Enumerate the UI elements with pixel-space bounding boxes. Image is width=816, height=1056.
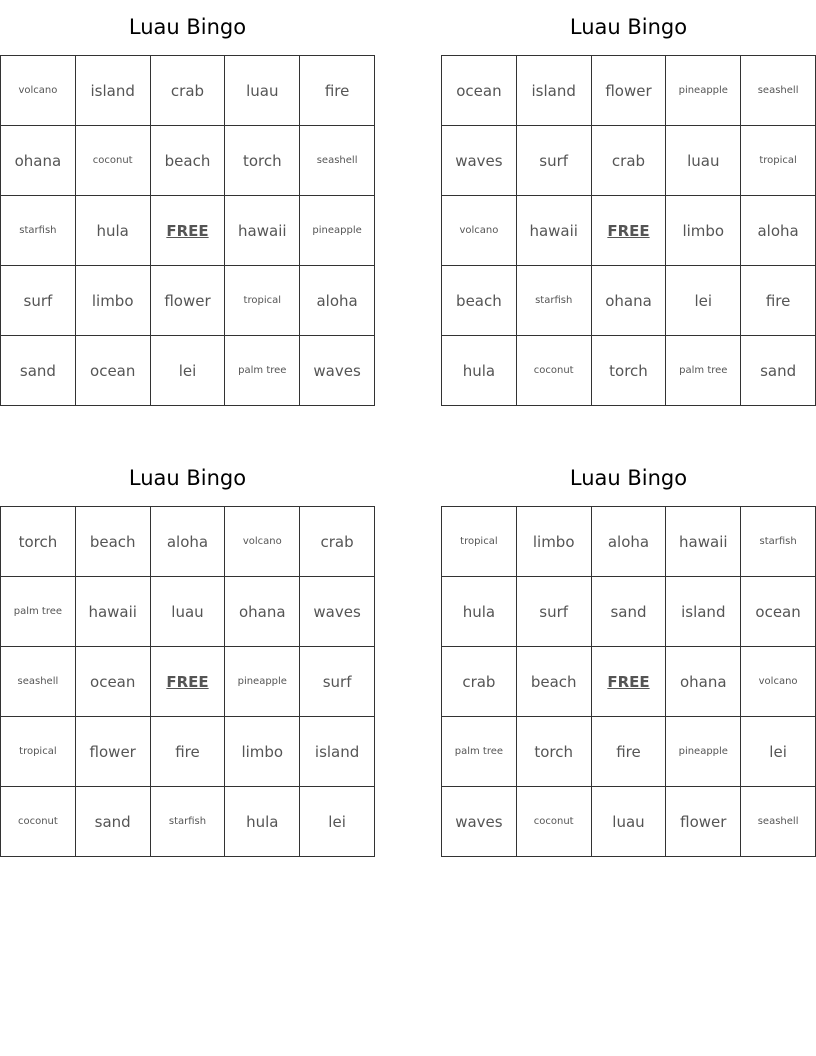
free-space-cell: FREE (592, 196, 667, 266)
bingo-cell: pineapple (666, 717, 741, 787)
bingo-cell: tropical (1, 717, 76, 787)
bingo-cell: hawaii (76, 577, 151, 647)
bingo-cell: hula (442, 336, 517, 406)
bingo-card-3 (0, 451, 375, 857)
bingo-cell: crab (151, 56, 226, 126)
card-title: Luau Bingo (128, 15, 247, 39)
bingo-cell: limbo (225, 717, 300, 787)
bingo-cell: island (666, 577, 741, 647)
free-space-cell: FREE (151, 647, 226, 717)
bingo-cell: beach (76, 507, 151, 577)
bingo-cell: starfish (517, 266, 592, 336)
bingo-card-2 (441, 0, 816, 406)
bingo-cell: starfish (741, 507, 816, 577)
bingo-cell: luau (225, 56, 300, 126)
bingo-grid (0, 55, 375, 406)
bingo-cell: hawaii (517, 196, 592, 266)
bingo-cell: starfish (1, 196, 76, 266)
bingo-cell: hula (442, 577, 517, 647)
bingo-cell: coconut (1, 787, 76, 857)
bingo-cell: fire (151, 717, 226, 787)
bingo-cell: pineapple (666, 56, 741, 126)
bingo-cell: limbo (517, 507, 592, 577)
bingo-cell: luau (151, 577, 226, 647)
bingo-cell: lei (151, 336, 226, 406)
bingo-cell: luau (592, 787, 667, 857)
bingo-cell: tropical (741, 126, 816, 196)
bingo-cell: coconut (517, 336, 592, 406)
bingo-cell: torch (225, 126, 300, 196)
card-title: Luau Bingo (569, 15, 688, 39)
bingo-cell: fire (300, 56, 375, 126)
bingo-cell: beach (517, 647, 592, 717)
bingo-cell: crab (300, 507, 375, 577)
bingo-cell: island (300, 717, 375, 787)
bingo-cell: palm tree (442, 717, 517, 787)
bingo-cell: hula (76, 196, 151, 266)
bingo-cell: beach (151, 126, 226, 196)
bingo-cell: luau (666, 126, 741, 196)
bingo-cell: tropical (442, 507, 517, 577)
bingo-grid (441, 506, 816, 857)
bingo-cell: starfish (151, 787, 226, 857)
bingo-grid (441, 55, 816, 406)
bingo-cell: ocean (76, 647, 151, 717)
bingo-cell: sand (741, 336, 816, 406)
bingo-cell: surf (1, 266, 76, 336)
bingo-cell: volcano (741, 647, 816, 717)
bingo-cell: ohana (592, 266, 667, 336)
bingo-cell: coconut (517, 787, 592, 857)
bingo-cell: flower (151, 266, 226, 336)
bingo-card-4 (441, 451, 816, 857)
bingo-cell: crab (442, 647, 517, 717)
bingo-cell: waves (300, 336, 375, 406)
bingo-cell: ocean (76, 336, 151, 406)
bingo-cell: flower (592, 56, 667, 126)
bingo-cell: fire (741, 266, 816, 336)
bingo-cell: surf (517, 126, 592, 196)
bingo-cell: sand (76, 787, 151, 857)
bingo-cell: sand (1, 336, 76, 406)
bingo-cell: aloha (592, 507, 667, 577)
bingo-card-1 (0, 0, 375, 406)
bingo-cell: palm tree (1, 577, 76, 647)
bingo-cell: ohana (666, 647, 741, 717)
bingo-cell: torch (592, 336, 667, 406)
bingo-cell: aloha (151, 507, 226, 577)
bingo-cell: flower (666, 787, 741, 857)
bingo-cell: flower (76, 717, 151, 787)
bingo-cell: waves (442, 787, 517, 857)
bingo-cell: volcano (442, 196, 517, 266)
bingo-cell: waves (300, 577, 375, 647)
bingo-cell: crab (592, 126, 667, 196)
bingo-cell: hula (225, 787, 300, 857)
bingo-cell: pineapple (300, 196, 375, 266)
bingo-cell: ocean (442, 56, 517, 126)
bingo-cell: lei (741, 717, 816, 787)
bingo-cell: sand (592, 577, 667, 647)
bingo-cell: ohana (1, 126, 76, 196)
bingo-cell: beach (442, 266, 517, 336)
bingo-cell: pineapple (225, 647, 300, 717)
bingo-cell: lei (300, 787, 375, 857)
bingo-cell: surf (517, 577, 592, 647)
bingo-cell: volcano (1, 56, 76, 126)
bingo-cell: palm tree (225, 336, 300, 406)
bingo-cell: hawaii (225, 196, 300, 266)
free-space-cell: FREE (151, 196, 226, 266)
bingo-cell: fire (592, 717, 667, 787)
bingo-cell: lei (666, 266, 741, 336)
bingo-cell: seashell (300, 126, 375, 196)
bingo-cell: ohana (225, 577, 300, 647)
card-title: Luau Bingo (128, 466, 247, 490)
bingo-cell: tropical (225, 266, 300, 336)
bingo-cell: limbo (76, 266, 151, 336)
bingo-cell: aloha (300, 266, 375, 336)
bingo-cell: surf (300, 647, 375, 717)
bingo-cell: palm tree (666, 336, 741, 406)
bingo-cell: seashell (741, 787, 816, 857)
bingo-cell: seashell (1, 647, 76, 717)
bingo-cell: island (517, 56, 592, 126)
bingo-cell: hawaii (666, 507, 741, 577)
bingo-grid (0, 506, 375, 857)
bingo-cell: seashell (741, 56, 816, 126)
card-title: Luau Bingo (569, 466, 688, 490)
bingo-cell: ocean (741, 577, 816, 647)
bingo-cell: volcano (225, 507, 300, 577)
free-space-cell: FREE (592, 647, 667, 717)
bingo-cell: limbo (666, 196, 741, 266)
bingo-cell: waves (442, 126, 517, 196)
bingo-cell: coconut (76, 126, 151, 196)
bingo-cell: aloha (741, 196, 816, 266)
bingo-cell: torch (1, 507, 76, 577)
bingo-cell: torch (517, 717, 592, 787)
bingo-cell: island (76, 56, 151, 126)
